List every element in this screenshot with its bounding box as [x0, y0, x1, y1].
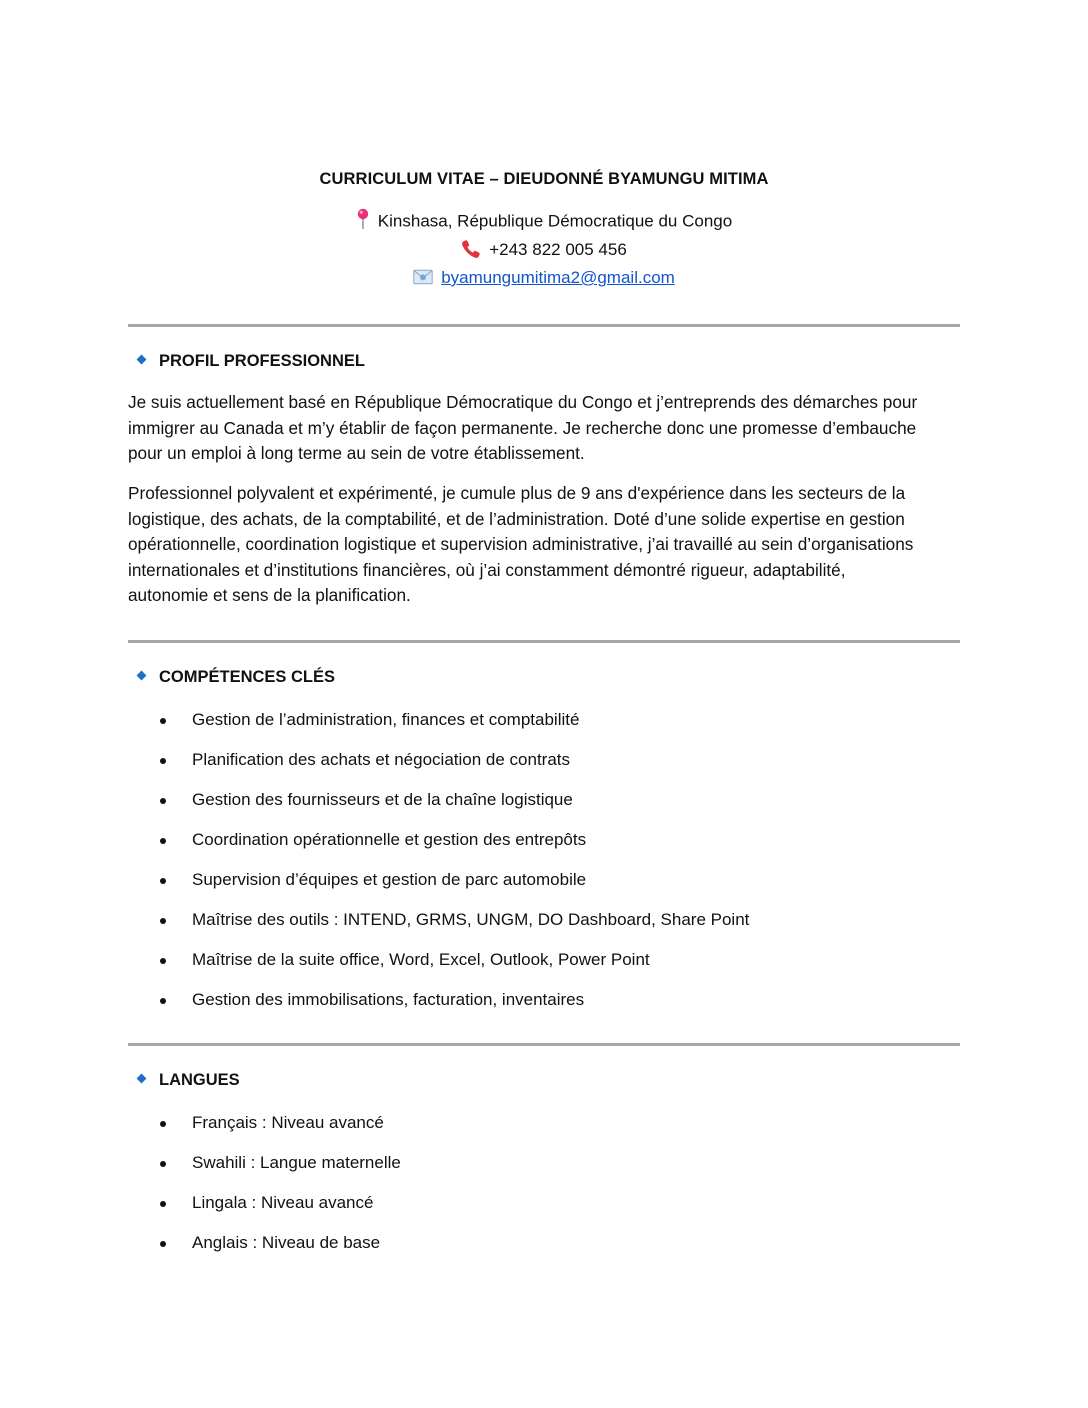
list-item-text: Supervision d’équipes et gestion de parc automobile [192, 870, 587, 889]
list-item [128, 868, 749, 908]
list-item-text: Français : Niveau avancé [192, 1113, 384, 1132]
bullet-dot-icon [160, 1201, 166, 1207]
list-item-text: Maîtrise de la suite office, Word, Excel, Outlook, Power Point [192, 950, 650, 969]
text-line: opérationnelle, coordination logistique et supervision administrative, j’ai travaillé au sein d’organisations [128, 534, 914, 555]
bullet-dot-icon [160, 758, 166, 764]
list-item [128, 828, 749, 868]
bullet-dot-icon [160, 918, 166, 924]
diamond-bullet-icon [137, 671, 147, 681]
section-heading-profil [138, 352, 365, 371]
list-item [128, 748, 749, 788]
profil-paragraph-1 [128, 390, 964, 467]
phone-line [0, 240, 1088, 261]
section-divider [128, 324, 960, 327]
list-item [128, 1191, 401, 1231]
list-item [128, 1111, 401, 1151]
bullet-dot-icon [160, 1241, 166, 1247]
list-item-text: Maîtrise des outils : INTEND, GRMS, UNGM, DO Dashboard, Share Point [192, 910, 750, 929]
list-item [128, 1151, 401, 1191]
section-heading-competences [138, 668, 335, 687]
location-text: Kinshasa, République Démocratique du Congo [377, 211, 733, 231]
phone-text: +243 822 005 456 [489, 240, 627, 259]
list-item-text: Anglais : Niveau de base [192, 1233, 381, 1252]
location-line [0, 211, 1088, 233]
document-title: CURRICULUM VITAE – DIEUDONNÉ BYAMUNGU MITIMA [319, 170, 769, 188]
bullet-dot-icon [160, 998, 166, 1004]
diamond-bullet-icon [137, 1074, 147, 1084]
bullet-dot-icon [160, 958, 166, 964]
email-line [0, 268, 1088, 288]
bullet-dot-icon [160, 1121, 166, 1127]
envelope-icon [413, 269, 433, 285]
list-item [128, 908, 749, 948]
section-heading-competences-label: COMPÉTENCES CLÉS [159, 668, 336, 686]
competences-list [128, 708, 749, 1028]
list-item-text: Gestion de l’administration, finances et comptabilité [192, 710, 580, 729]
section-heading-profil-label: PROFIL PROFESSIONNEL [159, 352, 365, 370]
list-item [128, 708, 749, 748]
phone-icon [461, 239, 481, 259]
text-line: logistique, des achats, de la comptabilité, et de l’administration. Doté d’une solide expertise en gestion [128, 508, 905, 529]
text-line: Professionnel polyvalent et expérimenté, je cumule plus de 9 ans d'expérience dans les secteurs de la [128, 483, 906, 503]
text-line: autonomie et sens de la planification. [128, 585, 411, 606]
langues-list [128, 1111, 401, 1271]
list-item-text: Planification des achats et négociation de contrats [192, 750, 571, 769]
map-pin-icon [356, 208, 370, 230]
bullet-dot-icon [160, 718, 166, 724]
list-item-text: Coordination opérationnelle et gestion des entrepôts [192, 830, 587, 849]
text-line: Je suis actuellement basé en République Démocratique du Congo et j’entreprends des démarches pour [128, 392, 918, 412]
diamond-bullet-icon [137, 355, 147, 365]
text-line: internationales et d’institutions financières, où j’ai constamment démontré rigueur, adaptabilité, [128, 559, 846, 580]
bullet-dot-icon [160, 798, 166, 804]
section-heading-langues [138, 1071, 240, 1090]
text-line: immigrer au Canada et m’y établir de façon permanente. Je recherche donc une promesse d’embauche [128, 417, 917, 438]
list-item-text: Lingala : Niveau avancé [192, 1193, 374, 1212]
list-item [128, 1231, 401, 1271]
section-divider [128, 640, 960, 643]
list-item [128, 988, 749, 1028]
bullet-dot-icon [160, 1161, 166, 1167]
list-item [128, 948, 749, 988]
email-link[interactable]: byamungumitima2@gmail.com [441, 268, 675, 287]
section-heading-langues-label: LANGUES [159, 1071, 240, 1089]
list-item [128, 788, 749, 828]
text-line: pour un emploi à long terme au sein de votre établissement. [128, 443, 585, 464]
list-item-text: Gestion des fournisseurs et de la chaîne logistique [192, 790, 573, 809]
profil-paragraph-2 [128, 481, 964, 609]
list-item-text: Gestion des immobilisations, facturation, inventaires [192, 990, 585, 1009]
bullet-dot-icon [160, 838, 166, 844]
section-divider [128, 1043, 960, 1046]
list-item-text: Swahili : Langue maternelle [192, 1153, 401, 1172]
bullet-dot-icon [160, 878, 166, 884]
